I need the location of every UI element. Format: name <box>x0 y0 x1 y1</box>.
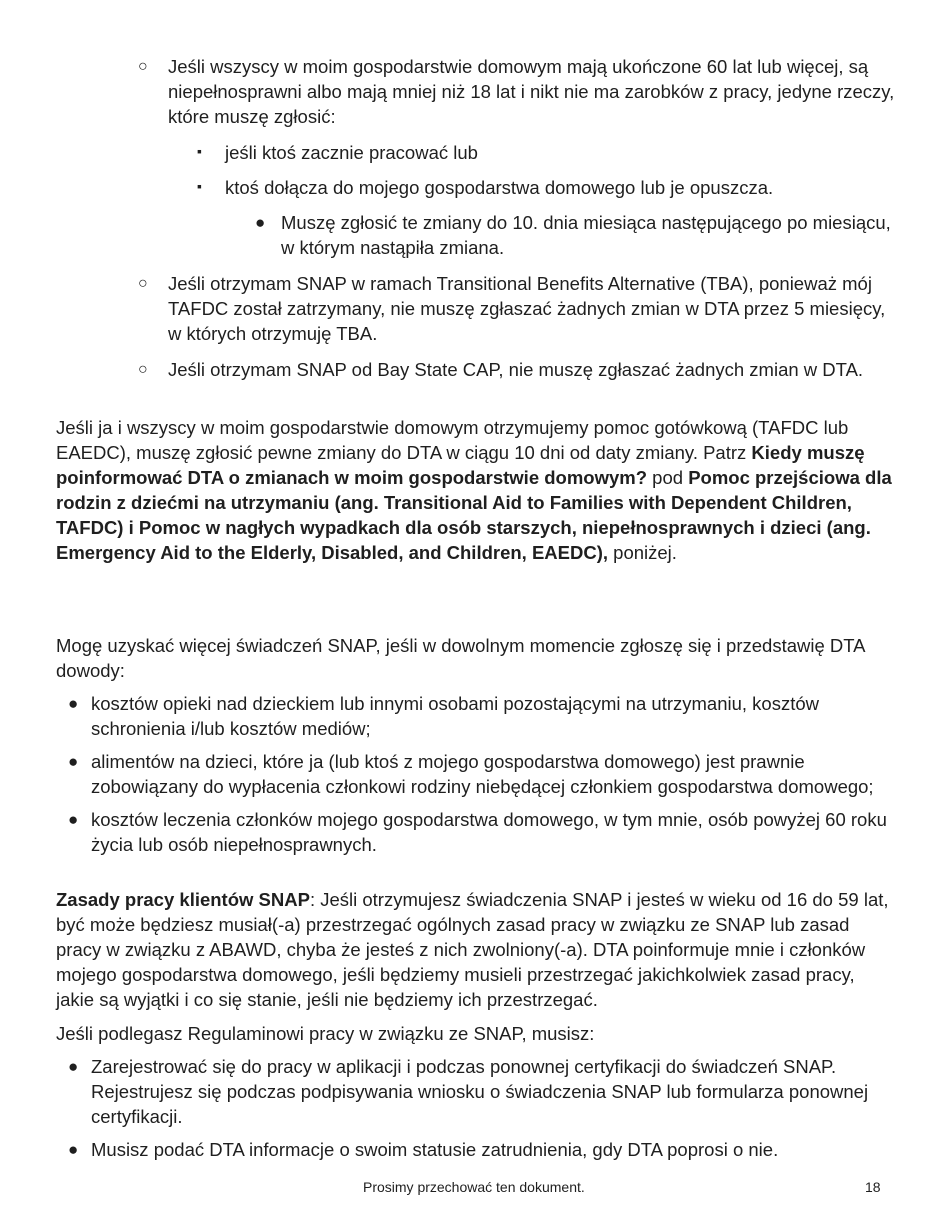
bold-reference: Pomoc przejściowa dla rodzin z dziećmi na utrzymaniu (ang. Transitional Aid to Families with Dependent Children, TAFDC) i Pomoc w nagłych wypadkach dla osób starszych, niepełnosprawnych i dzieci (ang. Emergency Aid to the Elderly, Disabled, and Children, EAEDC), <box>56 467 892 563</box>
list-item-text: ktoś dołącza do mojego gospodarstwa domowego lub je opuszcza. <box>225 177 774 198</box>
list-item <box>56 749 896 799</box>
more-benefits-section <box>56 633 896 865</box>
list-item <box>56 691 896 741</box>
list-item <box>138 271 898 346</box>
circle-bullet-icon: ○ <box>138 275 148 292</box>
list-item <box>56 807 896 857</box>
list-item-text: jeśli ktoś zacznie pracować lub <box>225 142 478 163</box>
list-item <box>197 140 898 165</box>
circle-bullet-icon: ○ <box>138 361 148 378</box>
cash-assistance-paragraph <box>56 415 896 565</box>
paragraph-text: Jeśli ja i wszyscy w moim gospodarstwie domowym otrzymujemy pomoc gotówkową (TAFDC lub EAEDC), muszę zgłosić pewne zmiany do DTA w ciągu 10 dni od daty zmiany. Patrz <box>56 417 849 463</box>
nested-list <box>197 140 898 260</box>
disc-bullet-icon: ● <box>255 213 266 232</box>
work-rules-list <box>56 1054 896 1162</box>
footer-text: Prosimy przechować ten dokument. <box>363 1179 585 1195</box>
work-rules-intro: Jeśli podlegasz Regulaminowi pracy w związku ze SNAP, musisz: <box>56 1023 595 1044</box>
more-benefits-intro: Mogę uzyskać więcej świadczeń SNAP, jeśli w dowolnym momencie zgłoszę się i przedstawię DTA dowody: <box>56 635 865 681</box>
disc-bullet-icon: ● <box>68 1057 79 1076</box>
paragraph-text: pod <box>647 467 689 488</box>
list-item <box>255 210 898 260</box>
sub-list <box>138 54 898 393</box>
square-bullet-icon: ▪ <box>197 178 202 194</box>
work-rules-paragraph <box>56 887 896 1012</box>
more-benefits-list <box>56 691 896 857</box>
disc-bullet-icon: ● <box>68 1140 79 1159</box>
list-item-text: Jeśli otrzymam SNAP w ramach Transitional Benefits Alternative (TBA), ponieważ mój TAFDC został zatrzymany, nie muszę zgłaszać żadnych zmian w DTA przez 5 miesięcy, w których otrzymuję TBA. <box>168 273 886 344</box>
list-item-text: kosztów opieki nad dzieckiem lub innymi osobami pozostającymi na utrzymaniu, kosztów schronienia i/lub kosztów mediów; <box>91 693 819 739</box>
list-item <box>197 175 898 260</box>
disc-bullet-icon: ● <box>68 694 79 713</box>
list-item-text: Muszę zgłosić te zmiany do 10. dnia miesiąca następującego po miesiącu, w którym nastąpiła zmiana. <box>281 212 891 258</box>
disc-bullet-icon: ● <box>68 810 79 829</box>
paragraph-text: poniżej. <box>608 542 677 563</box>
work-rules-section <box>56 887 896 1170</box>
paragraph-text: : Jeśli otrzymujesz świadczenia SNAP i jesteś w wieku od 16 do 59 lat, być może będziesz musiał(-a) przestrzegać ogólnych zasad pracy w związku ze SNAP lub zasad pracy w związku z ABAWD, chyba że jesteś z nich zwolniony(-a). DTA poinformuje mnie i członków mojego gospodarstwa domowego, jeśli będziemy musieli przestrzegać jakichkolwiek zasad pracy, jakie są wyjątki i co się stanie, jeśli nie będziemy ich przestrzegać. <box>56 889 889 1010</box>
list-item-text: kosztów leczenia członków mojego gospodarstwa domowego, w tym mnie, osób powyżej 60 roku życia lub osób niepełnosprawnych. <box>91 809 887 855</box>
list-item <box>138 54 898 260</box>
list-item-text: Jeśli otrzymam SNAP od Bay State CAP, nie muszę zgłaszać żadnych zmian w DTA. <box>168 359 864 380</box>
circle-bullet-icon: ○ <box>138 58 148 75</box>
disc-bullet-icon: ● <box>68 752 79 771</box>
square-bullet-icon: ▪ <box>197 143 202 159</box>
list-item <box>56 1054 896 1129</box>
list-item-text: Musisz podać DTA informacje o swoim statusie zatrudnienia, gdy DTA poprosi o nie. <box>91 1139 779 1160</box>
list-item-text: Jeśli wszyscy w moim gospodarstwie domowym mają ukończone 60 lat lub więcej, są niepełnosprawni albo mają mniej niż 18 lat i nikt nie ma zarobków z pracy, jedyne rzeczy, które muszę zgłosić: <box>168 56 895 127</box>
list-item <box>138 357 898 382</box>
list-item <box>56 1137 896 1162</box>
bold-reference: Kiedy muszę poinformować DTA o zmianach w moim gospodarstwie domowym? <box>56 442 865 488</box>
page-number: 18 <box>865 1179 881 1195</box>
deep-nested-list <box>255 210 898 260</box>
work-rules-heading: Zasady pracy klientów SNAP <box>56 889 310 910</box>
list-item-text: alimentów na dzieci, które ja (lub ktoś z mojego gospodarstwa domowego) jest prawnie zobowiązany do wypłacenia członkowi rodziny niebędącej członkiem gospodarstwa domowego; <box>91 751 874 797</box>
list-item-text: Zarejestrować się do pracy w aplikacji i podczas ponownej certyfikacji do świadczeń SNAP. Rejestrujesz się podczas podpisywania wniosku o świadczenia SNAP lub formularza ponownej certyfikacji. <box>91 1056 869 1127</box>
